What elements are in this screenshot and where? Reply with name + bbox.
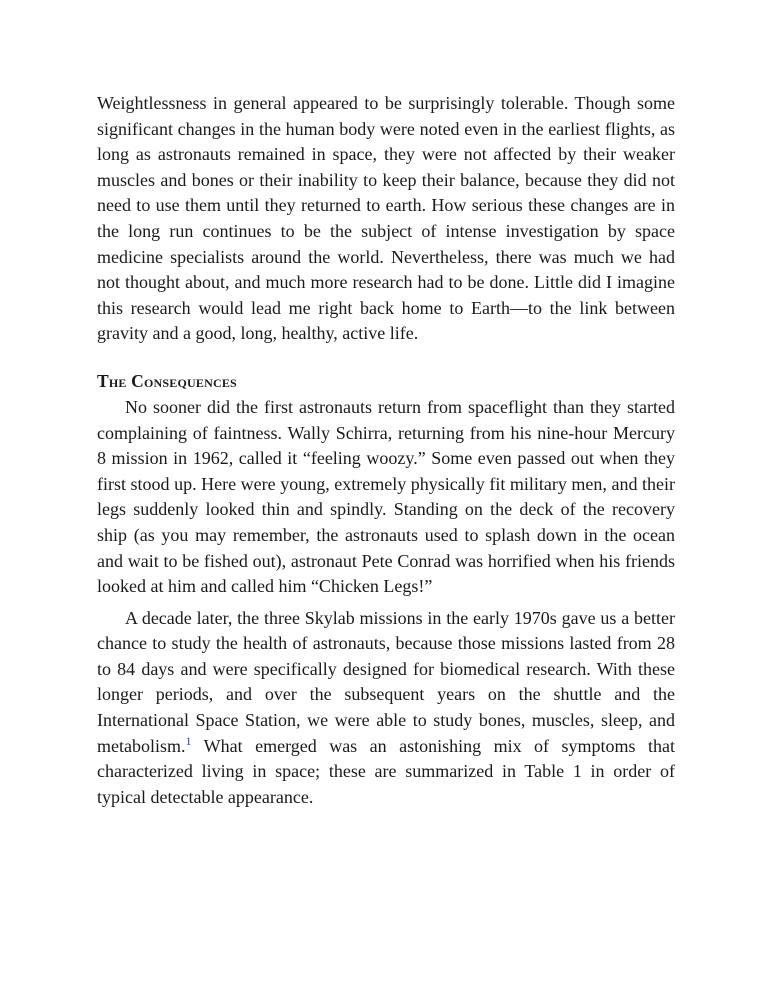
paragraph-consequences: No sooner did the first astronauts return from spaceflight than they started complaining of faintness. Wally Schirra, returning from his nine-hour Mercury 8 mission in 1962, called it “feeling woozy.” Some even passed out when they first stood up. Here were young, extremely physically fit military men, and their legs suddenly looked thin and spindly. Standing on the deck of the recovery ship (as you may remember, the astronauts used to splash down in the ocean and wait to be fished out), astronaut Pete Conrad was horrified when his friends looked at him and called him “Chicken Legs!” xyxy=(97,396,675,597)
page-body xyxy=(97,91,675,810)
paragraph-skylab xyxy=(97,606,675,811)
footnote-link[interactable]: 1 xyxy=(185,733,192,748)
section-heading: The Consequences xyxy=(97,370,237,391)
paragraph-weightlessness: Weightlessness in general appeared to be surprisingly tolerable. Though some significant changes in the human body were noted even in the earliest flights, as long as astronauts remained in space, they were not affected by their weaker muscles and bones or their inability to keep their balance, because they did not need to use them until they returned to earth. How serious these changes are in the long run continues to be the subject of intense investigation by space medicine specialists around the world. Nevertheless, there was much we had not thought about, and much more research had to be done. Little did I imagine this research would lead me right back home to Earth—to the link between gravity and a good, long, healthy, active life. xyxy=(97,93,675,344)
paragraph-skylab-text: A decade later, the three Skylab missions in the early 1970s gave us a better chance to study the health of astronauts, because those missions lasted from 28 to 84 days and were specifically designed for biomedical research. With these longer periods, and over the subsequent years on the shuttle and the International Space Station, we were able to study bones, muscles, sleep, and metabolism. xyxy=(97,607,675,756)
paragraph-skylab-text-cont: What emerged was an astonishing mix of symptoms that characterized living in space; these are summarized in Table 1 in order of typical detectable appearance. xyxy=(97,735,675,807)
